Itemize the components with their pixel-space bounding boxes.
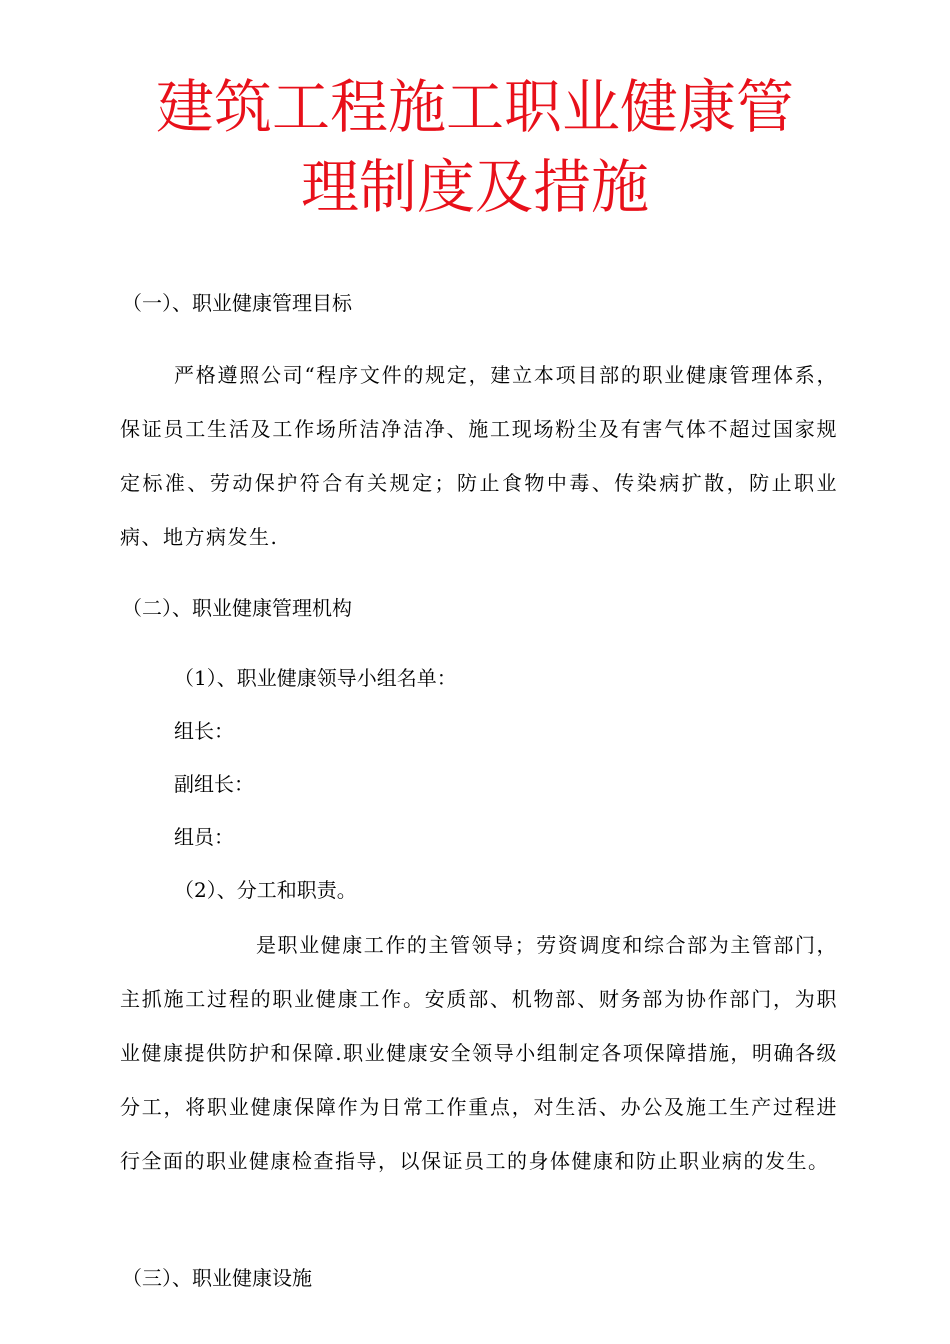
section-1-paragraph: 严格遵照公司“程序文件的规定，建立本项目部的职业健康管理体系，保证员工生活及工作场所洁净洁净、施工现场粉尘及有害气体不超过国家规定标准、劳动保护符合有关规定；防止食物中毒、传染病扩散，防止职业病、地方病发生.	[120, 363, 838, 549]
member-label: 组员：	[174, 825, 234, 849]
section-2-heading: （二）、职业健康管理机构	[122, 596, 352, 620]
leader-label: 组长：	[174, 719, 234, 743]
subsection-1-heading: （1）、职业健康领导小组名单：	[174, 666, 457, 690]
section-2-paragraph: 是职业健康工作的主管领导；劳资调度和综合部为主管部门，主抓施工过程的职业健康工作。安质部、机物部、财务部为协作部门，为职业健康提供防护和保障.职业健康安全领导小组制定各项保障措施，明确各级分工，将职业健康保障作为日常工作重点，对生活、办公及施工生产过程进行全面的职业健康检查指导，以保证员工的身体健康和防止职业病的发生。	[120, 933, 838, 1173]
section-1-heading: （一）、职业健康管理目标	[122, 291, 352, 315]
section-3-heading: （三）、职业健康设施	[122, 1266, 312, 1290]
deputy-leader-label: 副组长：	[174, 772, 254, 796]
document-title-line-2: 理制度及措施	[300, 153, 649, 221]
subsection-2-heading: （2）、分工和职责。	[174, 878, 357, 902]
document-title-line-1: 建筑工程施工职业健康管	[155, 73, 794, 141]
